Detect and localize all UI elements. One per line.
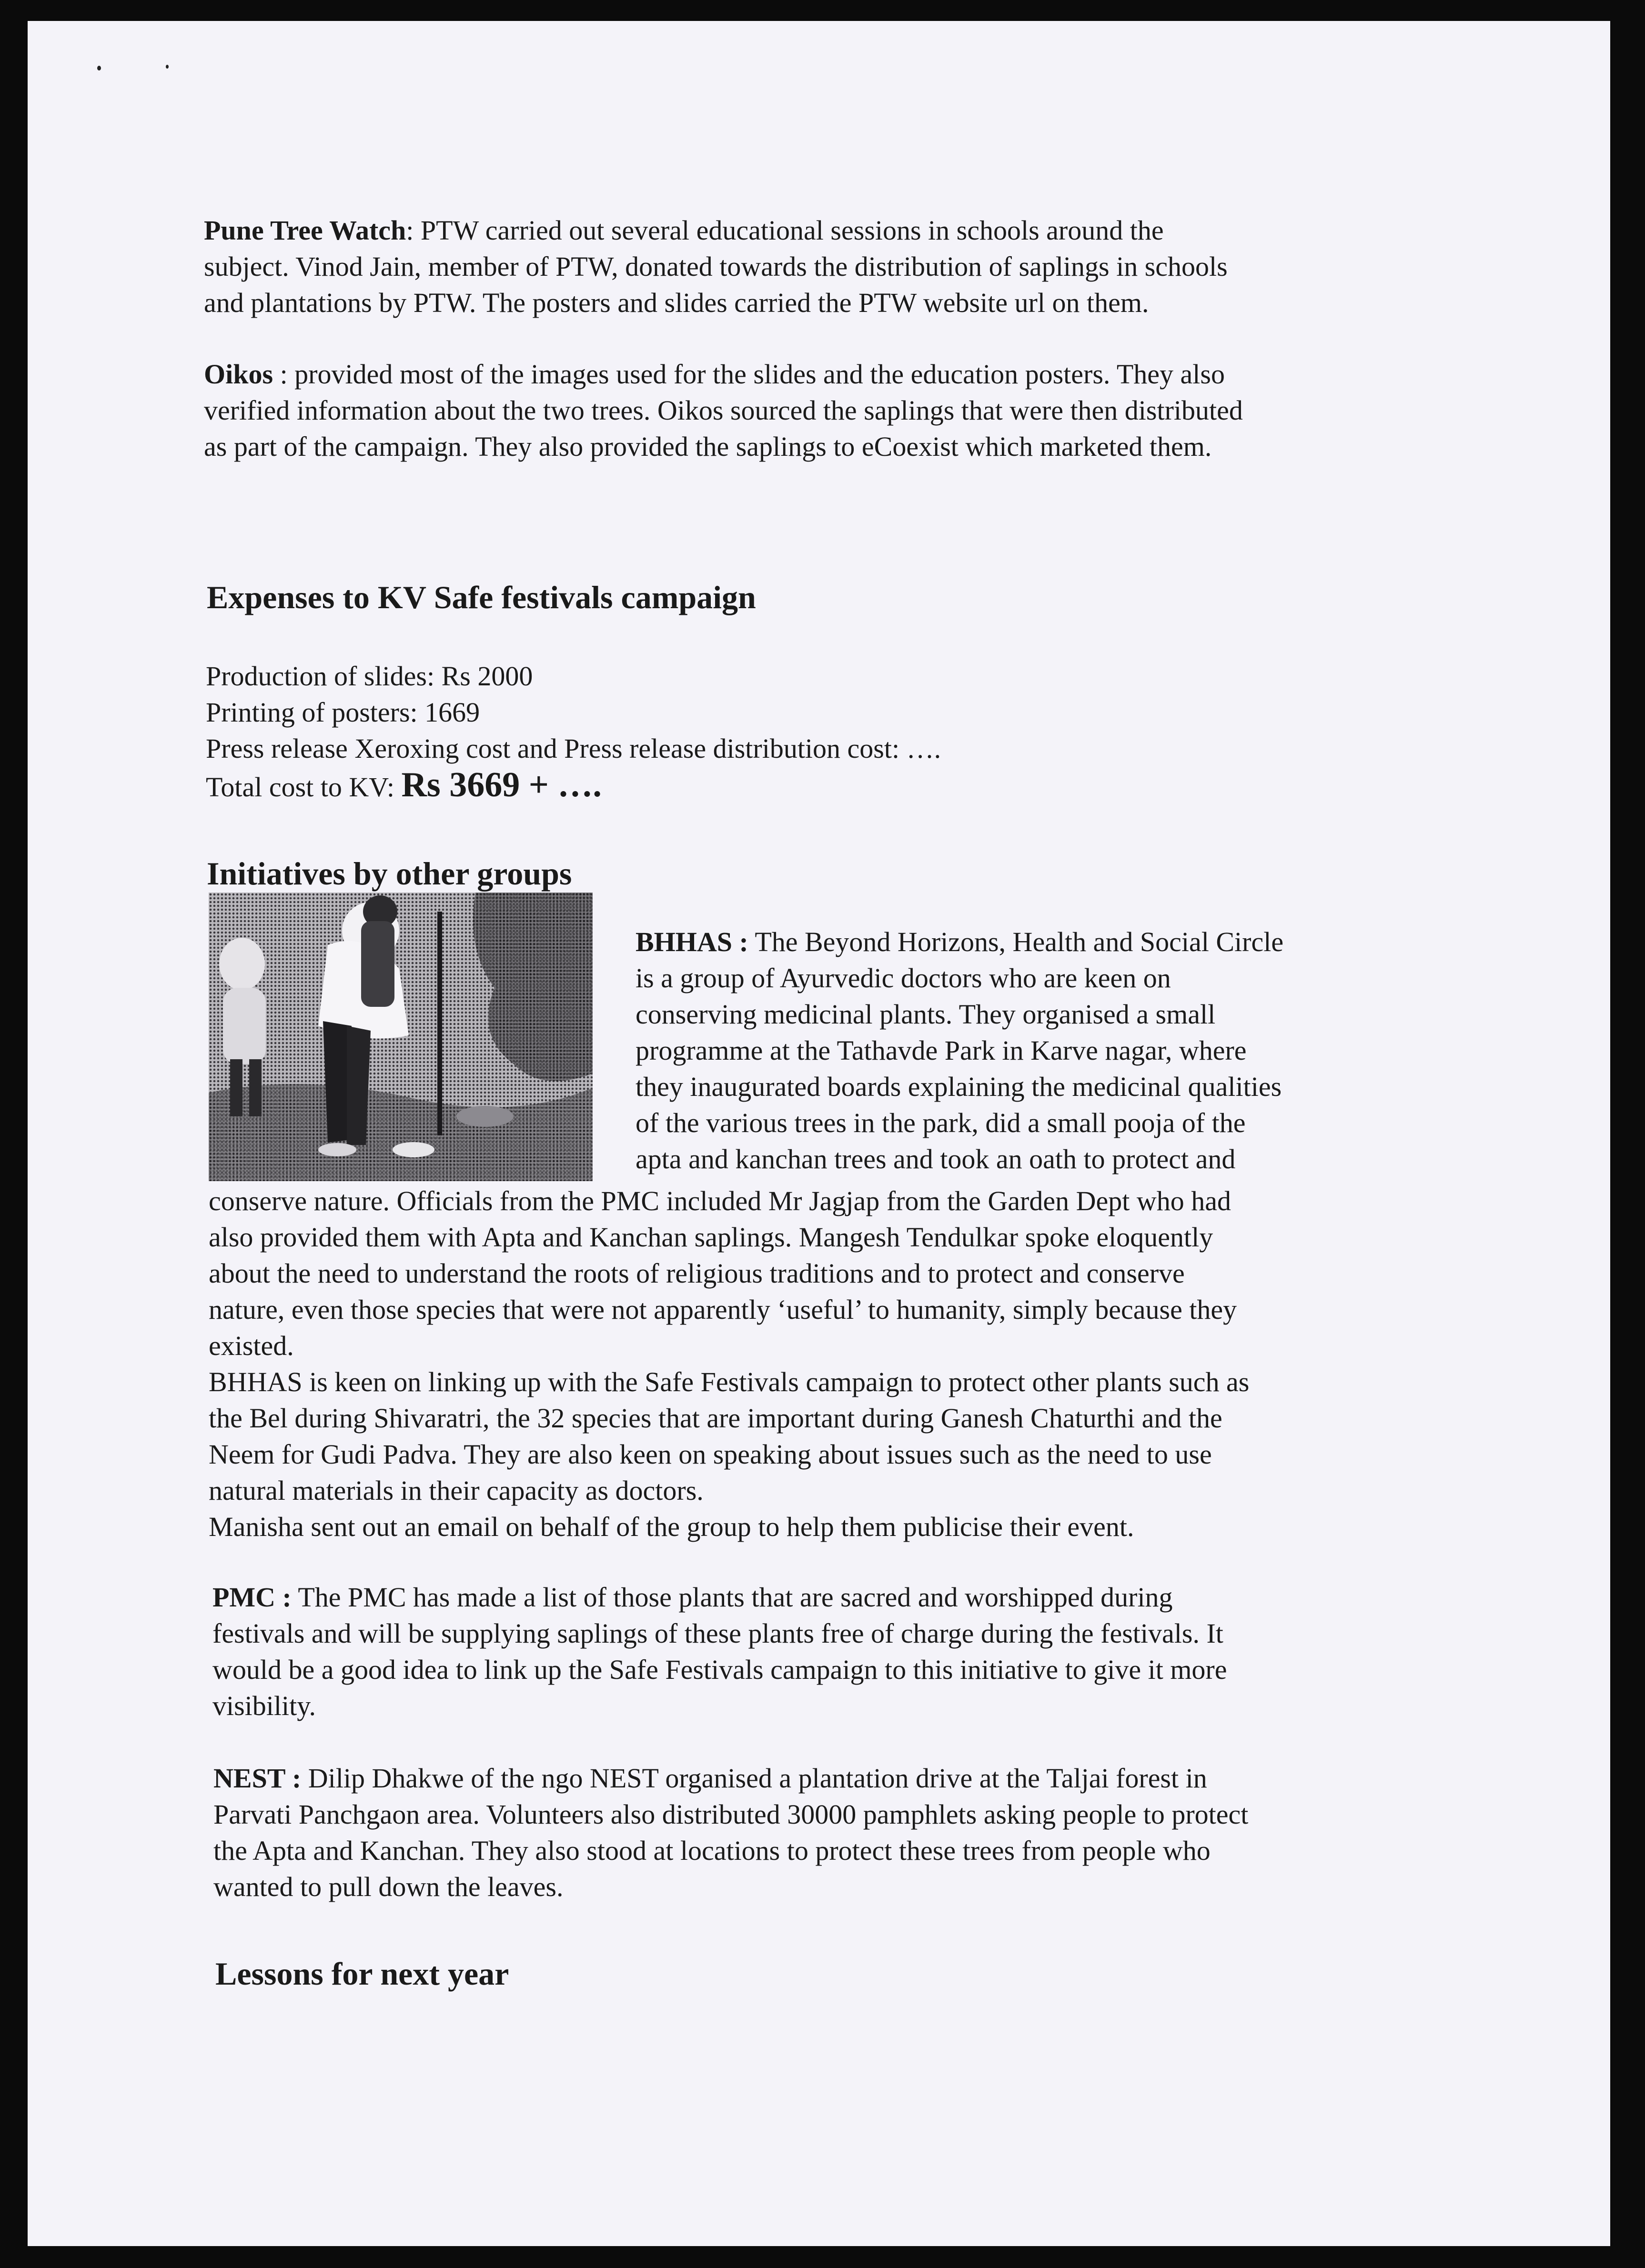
bhhas-body-line: also provided them with Apta and Kanchan saplings. Mangesh Tendulkar spoke eloquently xyxy=(209,1222,1213,1253)
nest-line: the Apta and Kanchan. They also stood at locations to protect these trees from people who xyxy=(213,1835,1211,1866)
bhhas-body-line: the Bel during Shivaratri, the 32 species that are important during Ganesh Chaturthi and the xyxy=(209,1403,1222,1434)
bhhas-body-line: Neem for Gudi Padva. They are also keen on speaking about issues such as the need to use xyxy=(209,1439,1212,1470)
scan-speck xyxy=(166,65,169,69)
oikos-name: Oikos xyxy=(204,359,273,390)
nest-name: NEST : xyxy=(213,1763,302,1794)
photo-illustration xyxy=(209,893,593,1181)
oikos-line: verified information about the two trees. Oikos sourced the saplings that were then distributed xyxy=(204,395,1243,426)
bhhas-line: of the various trees in the park, did a small pooja of the xyxy=(636,1107,1246,1138)
total-value: Rs 3669 + …. xyxy=(401,765,602,804)
bhhas-intro xyxy=(636,924,1283,1177)
oikos-line: as part of the campaign. They also provided the saplings to eCoexist which marketed them. xyxy=(204,431,1212,462)
pmc-line: The PMC has made a list of those plants that are sacred and worshipped during xyxy=(291,1582,1173,1613)
pmc-line: would be a good idea to link up the Safe Festivals campaign to this initiative to give it more xyxy=(212,1654,1227,1685)
ptw-name: Pune Tree Watch xyxy=(204,215,406,246)
lessons-heading: Lessons for next year xyxy=(215,1956,509,1992)
expenses-heading: Expenses to KV Safe festivals campaign xyxy=(207,579,756,615)
nest-line: Dilip Dhakwe of the ngo NEST organised a plantation drive at the Taljai forest in xyxy=(301,1763,1207,1794)
pmc-line: visibility. xyxy=(212,1690,316,1721)
bhhas-name: BHHAS : xyxy=(636,926,748,957)
bhhas-body-line: about the need to understand the roots of religious traditions and to protect and conserve xyxy=(209,1258,1185,1289)
bhhas-body-line: Manisha sent out an email on behalf of the group to help them publicise their event. xyxy=(209,1511,1134,1542)
ptw-line: and plantations by PTW. The posters and slides carried the PTW website url on them. xyxy=(204,287,1149,318)
pmc-paragraph xyxy=(212,1579,1227,1724)
nest-line: Parvati Panchgaon area. Volunteers also distributed 30000 pamphlets asking people to protect xyxy=(213,1799,1249,1830)
bhhas-line: conserving medicinal plants. They organised a small xyxy=(636,999,1216,1030)
bhhas-body-line: natural materials in their capacity as doctors. xyxy=(209,1475,704,1506)
initiatives-heading: Initiatives by other groups xyxy=(207,855,572,892)
nest-paragraph xyxy=(213,1760,1248,1905)
pmc-line: festivals and will be supplying saplings of these plants free of charge during the festivals. It xyxy=(212,1618,1223,1649)
bhhas-body-line: BHHAS is keen on linking up with the Safe Festivals campaign to protect other plants such as xyxy=(209,1366,1250,1397)
document-page xyxy=(28,21,1610,2246)
bhhas-body-line: existed. xyxy=(209,1330,294,1361)
expenses-list xyxy=(206,658,941,805)
bhhas-line: apta and kanchan trees and took an oath to protect and xyxy=(636,1144,1236,1174)
bhhas-line: they inaugurated boards explaining the medicinal qualities xyxy=(636,1071,1282,1102)
bhhas-line: is a group of Ayurvedic doctors who are keen on xyxy=(636,963,1171,994)
total-label: Total cost to KV: xyxy=(206,772,402,803)
bhhas-body-line: nature, even those species that were not apparently ‘useful’ to humanity, simply because they xyxy=(209,1294,1237,1325)
expense-press: Press release Xeroxing cost and Press release distribution cost: …. xyxy=(206,733,941,764)
expense-slides: Production of slides: Rs 2000 xyxy=(206,661,533,692)
ptw-line: : PTW carried out several educational sessions in schools around the xyxy=(406,215,1164,246)
ptw-paragraph xyxy=(204,212,1228,321)
bhhas-body-line: conserve nature. Officials from the PMC included Mr Jagjap from the Garden Dept who had xyxy=(209,1185,1231,1216)
bhhas-line: The Beyond Horizons, Health and Social Circle xyxy=(748,926,1284,957)
bhhas-body xyxy=(209,1183,1249,1545)
scan-speck xyxy=(97,66,101,70)
ptw-line: subject. Vinod Jain, member of PTW, donated towards the distribution of saplings in schools xyxy=(204,251,1228,282)
oikos-paragraph xyxy=(204,356,1243,465)
plantation-photo xyxy=(209,893,593,1181)
bhhas-line: programme at the Tathavde Park in Karve nagar, where xyxy=(636,1035,1247,1066)
expense-posters: Printing of posters: 1669 xyxy=(206,697,480,728)
oikos-line: : provided most of the images used for the slides and the education posters. They also xyxy=(273,359,1225,390)
nest-line: wanted to pull down the leaves. xyxy=(213,1871,564,1902)
pmc-name: PMC : xyxy=(212,1582,292,1613)
